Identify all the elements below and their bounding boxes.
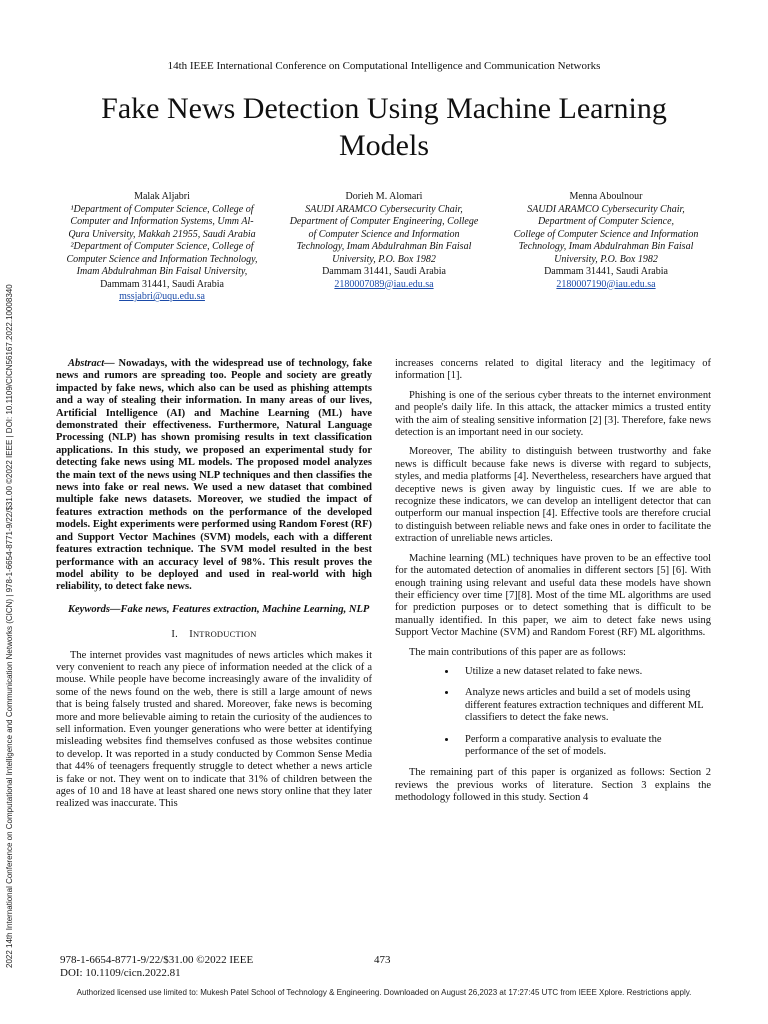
conference-name: 14th IEEE International Conference on Computational Intelligence and Communication Networks bbox=[167, 60, 601, 72]
author-block-2 bbox=[278, 191, 490, 291]
paper-title bbox=[60, 90, 708, 164]
author-email-link[interactable]: 2180007190@iau.edu.sa bbox=[556, 278, 656, 290]
affiliation-line: University, P.O. Box 1982 bbox=[332, 253, 436, 265]
author-block-3 bbox=[500, 191, 712, 291]
affiliation-line: of Computer Science and Information bbox=[308, 228, 460, 240]
title-line-2: Models bbox=[339, 129, 429, 162]
affiliation-line: Computer Science and Information Technology, bbox=[66, 253, 258, 265]
sidebar-citation-text: 2022 14th International Conference on Computational Intelligence and Communication Networks (CICN) | 978-1-6654-8771-9/22/$31.00 ©2022 IEEE | DOI: 10.1109/CICN56167.2022.10008340 bbox=[5, 284, 14, 968]
contributions-list bbox=[395, 666, 711, 758]
affiliation-line: ²Department of Computer Science, College of bbox=[70, 241, 254, 252]
footer-isbn: 978-1-6654-8771-9/22/$31.00 ©2022 IEEE bbox=[60, 954, 254, 966]
intro-paragraph: The internet provides vast magnitudes of news articles which makes it very convenient to reach any piece of information needed at the click of a mouse. While people have become increasingly aware of the invalidity of some of the news found on the web, there is still a large amount of news that is being falsely trusted and shared. Moreover, fake news is becoming more and more believable aiming to retain the curiosity of the audiences to sell information. Even younger generations who were better at identifying misleading websites find themselves confused as those websites continue to develop. It was reported in a study conducted by Common Sense Media that 44% of teenagers frequently struggle to detect whether a news article is fake or not. They went on to indicate that 31% of children between the ages of 10 and 18 have at least shared one news story online that they later realized was inaccurate. This bbox=[56, 649, 372, 810]
section-title-rest: NTRODUCTION bbox=[192, 629, 257, 640]
affiliation-line: SAUDI ARAMCO Cybersecurity Chair, bbox=[527, 203, 685, 215]
keywords: Keywords—Fake news, Features extraction, Machine Learning, NLP bbox=[68, 603, 370, 615]
author-email-link[interactable]: mssjabri@uqu.edu.sa bbox=[119, 291, 205, 302]
author-affiliation bbox=[56, 204, 268, 279]
affiliation-line: SAUDI ARAMCO Cybersecurity Chair, bbox=[305, 203, 463, 215]
abstract-body: Nowadays, with the widespread use of technology, fake news and rumors are spreading too. People and society are greatly impacted by fake news, which also can be used as phishing attempts and a way of stealing their information. In many areas of our lives, Artificial Intelligence (AI) and Machine Learning (ML) have demonstrated their effectiveness. Furthermore, Natural Language Processing (NLP) has shown promising results in text classification applications. In this study, we proposed an experimental study for detecting fake news using ML models. The proposed model analyzes the main text of the news using NLP techniques and then classifies the news into fake or real news. We used a new dataset that combined multiple fake news datasets. Moreover, we studied the impact of features extraction methods on the performance of the developed models. Eight experiments were performed using Random Forest (RF) and Support Vector Machines (SVM) models, each with a different features extraction technique. The SVM model resulted in the best performance with an accuracy level of 98%. This result proves the model ability to be deployed and used in real-world with high reliability, to detect fake news. bbox=[56, 358, 372, 593]
abstract-text bbox=[56, 358, 372, 594]
author-email-link[interactable]: 2180007089@iau.edu.sa bbox=[334, 278, 434, 290]
section-heading-introduction bbox=[56, 628, 372, 641]
affiliation-line: Imam Abdulrahman Bin Faisal University, bbox=[76, 266, 248, 277]
author-affiliation bbox=[500, 204, 712, 267]
page-number: 473 bbox=[374, 954, 391, 966]
section-title-initial: I bbox=[189, 629, 193, 641]
author-address: Dammam 31441, Saudi Arabia bbox=[100, 278, 224, 290]
author-address: Dammam 31441, Saudi Arabia bbox=[322, 266, 446, 277]
affiliation-line: Department of Computer Science, bbox=[537, 216, 675, 227]
author-name: Malak Aljabri bbox=[134, 191, 190, 202]
affiliation-line: ¹Department of Computer Science, College of bbox=[70, 203, 254, 215]
affiliation-line: Technology, Imam Abdulrahman Bin Faisal bbox=[296, 241, 472, 252]
affiliation-line: Technology, Imam Abdulrahman Bin Faisal bbox=[518, 241, 694, 252]
list-item: • Analyze news articles and build a set of models using different features extraction techniques and different ML classifiers to detect the fake news. bbox=[457, 687, 711, 724]
affiliation-line: College of Computer Science and Information bbox=[513, 228, 699, 240]
author-address: Dammam 31441, Saudi Arabia bbox=[544, 266, 668, 277]
affiliation-line: University, P.O. Box 1982 bbox=[554, 253, 658, 265]
footer-identifiers bbox=[60, 954, 253, 980]
body-paragraph: The main contributions of this paper are as follows: bbox=[409, 646, 626, 658]
author-affiliation bbox=[278, 204, 490, 267]
continuation-paragraph: increases concerns related to digital literacy and the legitimacy of information [1]. bbox=[395, 358, 711, 382]
section-number: I. bbox=[171, 629, 178, 641]
author-name: Dorieh M. Alomari bbox=[345, 191, 423, 202]
abstract bbox=[56, 358, 372, 594]
abstract-lead: Abstract— bbox=[68, 358, 115, 369]
right-column bbox=[395, 358, 711, 812]
author-name: Menna Aboulnour bbox=[569, 191, 643, 202]
body-paragraph: Phishing is one of the serious cyber threats to the internet environment and people's daily life. In this attack, the attacker mimics a trusted entity with the aim of stealing sensitive information [2] [3]. Therefore, fake news detection is an important need in our society. bbox=[395, 389, 711, 439]
affiliation-line: Department of Computer Engineering, College bbox=[289, 216, 479, 227]
author-block-1 bbox=[56, 191, 268, 304]
list-item: • Utilize a new dataset related to fake news. bbox=[457, 666, 711, 678]
sidebar-citation bbox=[4, 138, 16, 968]
list-item: • Perform a comparative analysis to evaluate the performance of the set of models. bbox=[457, 734, 711, 759]
left-column bbox=[56, 358, 372, 811]
affiliation-line: Computer and Information Systems, Umm Al- bbox=[70, 216, 254, 227]
license-notice: Authorized licensed use limited to: Mukesh Patel School of Technology & Engineering. Downloaded on August 26,2023 at 17:27:45 UTC from IEEE Xplore. Restrictions apply. bbox=[76, 988, 692, 997]
title-line-1: Fake News Detection Using Machine Learning bbox=[101, 92, 667, 125]
affiliation-line: Qura University, Makkah 21955, Saudi Arabia bbox=[68, 228, 256, 240]
body-paragraph: Machine learning (ML) techniques have proven to be an effective tool for the automated detection of anomalies in different sectors [5] [6]. With enough training using relevant and useful data these models have shown their efficiency over time [7][8]. Most of the time ML algorithms are used for prediction purposes or to detect something that is difficult to be manually identified. In this paper, we aim to detect fake news using Support Vector Machine (SVM) and Random Forest (RF) ML algorithms. bbox=[395, 552, 711, 639]
footer-doi: DOI: 10.1109/cicn.2022.81 bbox=[60, 967, 181, 979]
body-paragraph: The remaining part of this paper is organized as follows: Section 2 reviews the previous works of literature. Section 3 explains the methodology followed in this study. Section 4 bbox=[395, 767, 711, 804]
body-paragraph: Moreover, The ability to distinguish between trustworthy and fake news is difficult because fake news is diverse with regard to subjects, styles, and media platforms [4]. Nevertheless, researchers have argued that deceptive news is given away by linguistic cues. If we are able to recognize these indicators, we can develop an intelligent detector that can outperform our manual inspection [4]. Effective tools are therefore crucial to distinguish between reliable news and fake ones in order to facilitate the extraction of unreliable news articles. bbox=[395, 446, 711, 545]
